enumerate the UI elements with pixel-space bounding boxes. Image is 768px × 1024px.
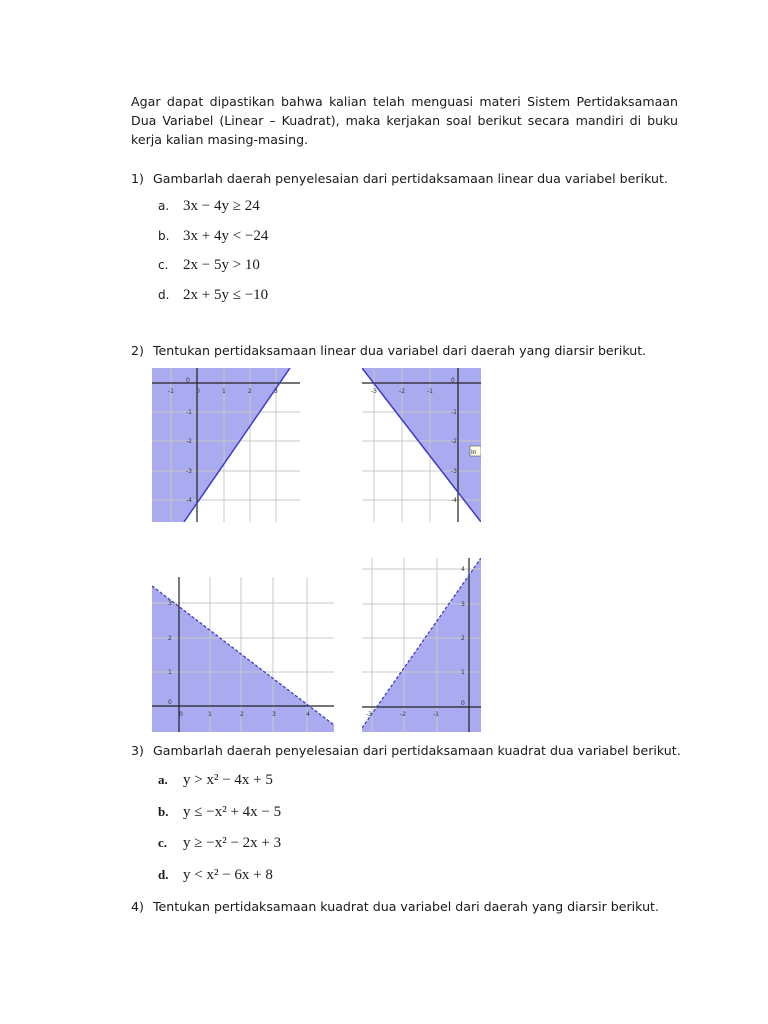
question-2-text: Tentukan pertidaksamaan linear dua variabel dari daerah yang diarsir berikut. — [153, 343, 647, 358]
g3-xtick: 4 — [306, 711, 310, 718]
graph-4 — [362, 558, 481, 732]
g4-ytick: 1 — [461, 669, 465, 676]
g1-xtick: 2 — [248, 388, 252, 395]
g3-xtick: 2 — [240, 711, 244, 718]
q3-expr-d: y < x² − 6x + 8 — [183, 867, 273, 883]
g2-ytick: 0 — [451, 377, 455, 384]
graph-3 — [152, 577, 334, 732]
g4-ytick: 0 — [461, 700, 465, 707]
g4-ytick: 3 — [461, 601, 465, 608]
question-1-text: Gambarlah daerah penyelesaian dari pertidaksamaan linear dua variabel berikut. — [153, 171, 668, 186]
g4-ytick: 4 — [461, 566, 465, 573]
g3-ytick: 1 — [168, 669, 172, 676]
g2-ytick: -4 — [451, 497, 457, 504]
q3-item-d: d. y < x² − 6x + 8 — [158, 867, 273, 883]
q1-item-b: b. 3x + 4y < −24 — [158, 228, 269, 244]
g1-xtick: -1 — [168, 388, 174, 395]
q3-expr-c: y ≥ −x² − 2x + 3 — [183, 835, 282, 851]
g1-ytick: -1 — [186, 409, 192, 416]
g2-ytick: -3 — [451, 468, 457, 475]
graph-2 — [362, 368, 481, 522]
q1-item-a: a. 3x − 4y ≥ 24 — [158, 198, 260, 214]
g3-xtick: 3 — [272, 711, 276, 718]
g1-xtick: 1 — [222, 388, 226, 395]
question-3 — [131, 742, 681, 760]
g1-ytick: -4 — [186, 497, 192, 504]
g4-ytick: 2 — [461, 635, 465, 642]
g3-ytick: 3 — [168, 600, 172, 607]
g1-ytick: -2 — [186, 438, 192, 445]
q1-expr-b: 3x + 4y < −24 — [183, 228, 269, 244]
q1-item-c: c. 2x − 5y > 10 — [158, 257, 260, 273]
graph-1 — [152, 368, 300, 522]
g2-xtick: -1 — [427, 388, 433, 395]
question-1 — [131, 170, 668, 188]
q1-item-d: d. 2x + 5y ≤ −10 — [158, 287, 269, 303]
question-3-text: Gambarlah daerah penyelesaian dari pertidaksamaan kuadrat dua variabel berikut. — [153, 743, 681, 758]
question-2-number: 2) — [131, 343, 144, 358]
g3-xtick: 0 — [179, 711, 183, 718]
question-4-text: Tentukan pertidaksamaan kuadrat dua variabel dari daerah yang diarsir berikut. — [153, 899, 659, 914]
g4-xtick: -3 — [366, 711, 372, 718]
intro-paragraph: Agar dapat dipastikan bahwa kalian telah menguasi materi Sistem Pertidaksamaan Dua Variabel (Linear – Kuadrat), maka kerjakan soal berikut secara mandiri di buku kerja kalian masing-masing. — [131, 94, 678, 147]
q1-expr-c: 2x − 5y > 10 — [183, 257, 260, 273]
q3-item-c: c. y ≥ −x² − 2x + 3 — [158, 835, 282, 851]
q1-expr-d: 2x + 5y ≤ −10 — [183, 287, 269, 303]
g2-xtick: -2 — [399, 388, 405, 395]
g2-xtick: -3 — [371, 388, 377, 395]
g3-ytick: 0 — [168, 699, 172, 706]
q3-item-b: b. y ≤ −x² + 4x − 5 — [158, 804, 282, 820]
question-2 — [131, 342, 646, 360]
q1-expr-a: 3x − 4y ≥ 24 — [183, 198, 260, 214]
g1-ytick: 0 — [186, 377, 190, 384]
g4-xtick: -2 — [400, 711, 406, 718]
g3-ytick: 2 — [168, 635, 172, 642]
q3-expr-b: y ≤ −x² + 4x − 5 — [183, 804, 282, 820]
g1-ytick: -3 — [186, 468, 192, 475]
q3-expr-a: y > x² − 4x + 5 — [183, 772, 273, 788]
g2-ytick: -1 — [451, 409, 457, 416]
graph-2-tooltip: In — [471, 449, 477, 456]
question-4 — [131, 898, 659, 916]
g1-xtick: 0 — [196, 388, 200, 395]
g3-xtick: 1 — [208, 711, 212, 718]
q3-item-a: a. y > x² − 4x + 5 — [158, 772, 273, 788]
g4-xtick: -1 — [433, 711, 439, 718]
question-4-number: 4) — [131, 899, 144, 914]
question-1-number: 1) — [131, 171, 144, 186]
question-3-number: 3) — [131, 743, 144, 758]
g2-ytick: -2 — [451, 438, 457, 445]
g1-xtick: 3 — [274, 388, 278, 395]
